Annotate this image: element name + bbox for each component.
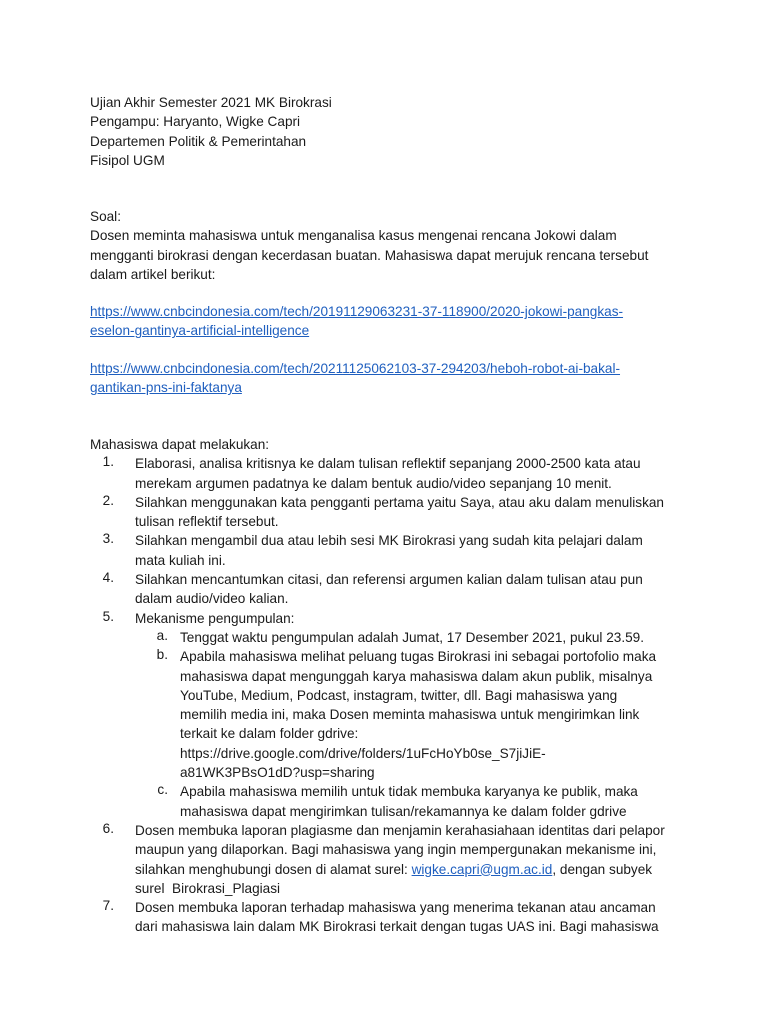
lecturers: Pengampu: Haryanto, Wigke Capri xyxy=(90,114,301,130)
sub-list-item: a. Tenggat waktu pengumpulan adalah Jumat, 17 Desember 2021, pukul 23.59. xyxy=(156,627,645,645)
email-link[interactable]: wigke.capri@ugm.ac.id xyxy=(411,861,553,877)
article-link-2-line2[interactable]: gantikan-pns-ini-faktanya xyxy=(90,380,242,396)
question-label: Soal: xyxy=(90,209,121,224)
header-block xyxy=(90,93,690,170)
instructions-block xyxy=(90,435,730,937)
question-text-line: mengganti birokrasi dengan kecerdasan buatan. Mahasiswa dapat merujuk rencana tersebut xyxy=(90,247,649,263)
article-link-1[interactable] xyxy=(90,302,690,341)
gdrive-url: https://drive.google.com/drive/folders/1uFcHoYb0se_S7jiJiE- xyxy=(180,745,546,761)
list-item: 7. Dosen membuka laporan terhadap mahasiswa yang menerima tekanan atau ancaman dari mahasiswa lain dalam MK Birokrasi terkait dengan tugas UAS ini. Bagi mahasiswa xyxy=(102,898,659,935)
list-item: 1. Elaborasi, analisa kritisnya ke dalam tulisan reflektif sepanjang 2000-2500 kata atau merekam argumen padatnya ke dalam bentuk audio/video sepanjang 10 menit. xyxy=(102,454,641,491)
gdrive-url: a81WK3PBsO1dD?usp=sharing xyxy=(180,765,375,781)
question-text-line: Dosen meminta mahasiswa untuk menganalisa kasus mengenai rencana Jokowi dalam xyxy=(90,228,617,244)
sub-list-item: b. Apabila mahasiswa melihat peluang tugas Birokrasi ini sebagai portofolio maka mahasiswa dapat mengunggah karya mahasiswa dalam akun publik, misalnya YouTube, Medium, Podcast, instagram, twitter, dll. Bagi mahasiswa yang memilih media ini, maka Dosen meminta mahasiswa untuk mengirimkan link terkait ke dalam folder gdrive: https://drive.google.com/drive/folders/1uFcHoYb0se_S7jiJiE- a81WK3PBsO1dD?usp=sharing xyxy=(90,647,730,782)
list-item: 2. Silahkan menggunakan kata pengganti pertama yaitu Saya, atau aku dalam menuliskan tulisan reflektif tersebut. xyxy=(102,492,664,530)
list-item: 3. Silahkan mengambil dua atau lebih sesi MK Birokrasi yang sudah kita pelajari dalam mata kuliah ini. xyxy=(102,531,643,568)
article-link-1-line2[interactable]: eselon-gantinya-artificial-intelligence xyxy=(90,323,310,339)
exam-title: Ujian Akhir Semester 2021 MK Birokrasi xyxy=(90,95,332,110)
sub-list-item: c. Apabila mahasiswa memilih untuk tidak membuka karyanya ke publik, maka mahasiswa dapat mengirimkan tulisan/rekamannya ke dalam folder gdrive xyxy=(157,782,638,819)
faculty: Fisipol UGM xyxy=(90,152,165,168)
question-text-line: dalam artikel berikut: xyxy=(90,266,216,282)
list-item: 5. Mekanisme pengumpulan: xyxy=(102,608,295,626)
list-item: 6. Dosen membuka laporan plagiasme dan menjamin kerahasiahaan identitas dari pelapor maupun yang dilaporkan. Bagi mahasiswa yang ingin mempergunakan mekanisme ini, silahkan menghubungi dosen di alamat surel: wigke.capri@ugm.ac.id, dengan subyek surel Birokrasi_Plagiasi xyxy=(102,820,665,896)
list-item: 4. Silahkan mencantumkan citasi, dan referensi argumen kalian dalam tulisan atau pun dalam audio/video kalian. xyxy=(102,570,643,607)
instructions-intro: Mahasiswa dapat melakukan: xyxy=(90,437,270,452)
question-block xyxy=(90,207,690,284)
department: Departemen Politik & Pemerintahan xyxy=(90,133,307,149)
article-link-2-line1[interactable]: https://www.cnbcindonesia.com/tech/20211125062103-37-294203/heboh-robot-ai-bakal- xyxy=(90,361,621,376)
article-link-1-line1[interactable]: https://www.cnbcindonesia.com/tech/20191129063231-37-118900/2020-jokowi-pangkas- xyxy=(90,304,624,319)
article-link-2[interactable] xyxy=(90,359,690,398)
